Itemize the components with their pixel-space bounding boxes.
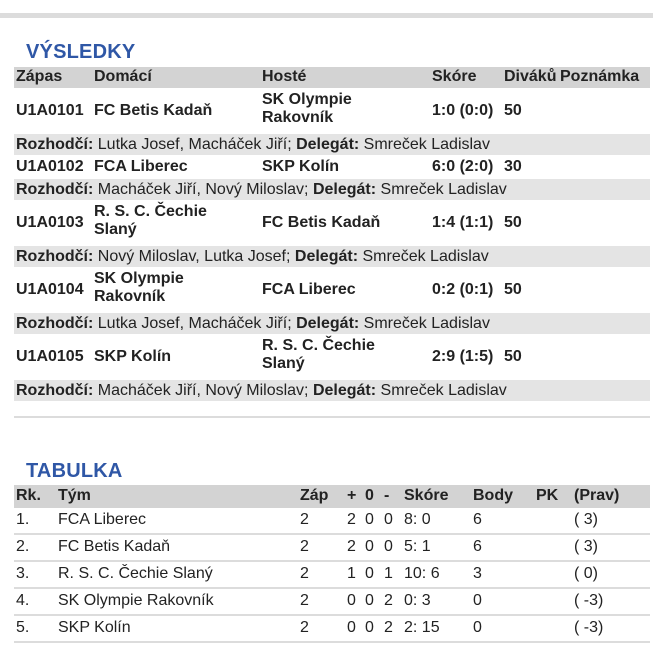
match-spectators: 50	[504, 102, 522, 119]
losses: 1	[384, 565, 393, 582]
match-score: 2:9 (1:5)	[432, 348, 494, 365]
standings-header-row	[14, 485, 650, 508]
standings-title: TABULKA	[26, 460, 123, 482]
played: 2	[300, 538, 309, 555]
goals: 5: 1	[404, 538, 431, 555]
officials-row: Rozhodčí: Nový Miloslav, Lutka Josef; Delegát: Smreček Ladislav	[14, 246, 650, 267]
wins: 0	[347, 619, 356, 636]
losses: 0	[384, 538, 393, 555]
draws: 0	[365, 619, 374, 636]
officials-row: Rozhodčí: Lutka Josef, Macháček Jiří; Delegát: Smreček Ladislav	[14, 134, 650, 155]
team-name[interactable]: R. S. C. Čechie Slaný	[58, 565, 213, 582]
col-skore: Skóre	[404, 487, 449, 504]
table-row	[14, 508, 650, 535]
match-row	[14, 88, 650, 134]
match-spectators: 50	[504, 348, 522, 365]
prav: ( -3)	[574, 619, 604, 636]
col-tym: Tým	[58, 487, 91, 504]
draws: 0	[365, 592, 374, 609]
results-title: VÝSLEDKY	[26, 41, 136, 63]
losses: 0	[384, 511, 393, 528]
match-score: 1:0 (0:0)	[432, 102, 494, 119]
match-score: 6:0 (2:0)	[432, 158, 494, 175]
points: 0	[473, 592, 482, 609]
played: 2	[300, 565, 309, 582]
match-row	[14, 267, 650, 313]
rank: 2.	[16, 538, 30, 555]
top-bar	[0, 0, 653, 13]
played: 2	[300, 592, 309, 609]
col-domaci: Domácí	[94, 68, 152, 85]
results-header-row	[14, 67, 650, 88]
prav: ( 3)	[574, 511, 598, 528]
draws: 0	[365, 565, 374, 582]
played: 2	[300, 511, 309, 528]
goals: 2: 15	[404, 619, 440, 636]
match-spectators: 50	[504, 214, 522, 231]
wins: 2	[347, 511, 356, 528]
match-score: 1:4 (1:1)	[432, 214, 494, 231]
match-row	[14, 200, 650, 246]
points: 6	[473, 511, 482, 528]
match-spectators: 50	[504, 281, 522, 298]
rank: 3.	[16, 565, 30, 582]
rank: 1.	[16, 511, 30, 528]
wins: 0	[347, 592, 356, 609]
home-team: SK Olympie Rakovník	[94, 270, 184, 305]
home-team: FC Betis Kadaň	[94, 102, 213, 119]
draws: 0	[365, 538, 374, 555]
col-zap: Záp	[300, 487, 329, 504]
team-name[interactable]: SKP Kolín	[58, 619, 131, 636]
points: 3	[473, 565, 482, 582]
played: 2	[300, 619, 309, 636]
rank: 4.	[16, 592, 30, 609]
team-name[interactable]: FC Betis Kadaň	[58, 538, 171, 555]
home-team: FCA Liberec	[94, 158, 188, 175]
col-minus: -	[384, 487, 390, 504]
table-row	[14, 616, 650, 643]
away-team: FCA Liberec	[262, 281, 356, 298]
match-id[interactable]: U1A0102	[16, 158, 84, 175]
col-body: Body	[473, 487, 513, 504]
col-hoste: Hosté	[262, 68, 307, 85]
home-team: SKP Kolín	[94, 348, 172, 365]
match-id[interactable]: U1A0105	[16, 348, 84, 365]
col-pk: PK	[536, 487, 559, 504]
match-row	[14, 155, 650, 179]
team-name[interactable]: SK Olympie Rakovník	[58, 592, 214, 609]
match-score: 0:2 (0:1)	[432, 281, 494, 298]
losses: 2	[384, 592, 393, 609]
goals: 8: 0	[404, 511, 431, 528]
goals: 0: 3	[404, 592, 431, 609]
draws: 0	[365, 511, 374, 528]
col-skore: Skóre	[432, 68, 477, 85]
col-plus: +	[347, 487, 357, 504]
goals: 10: 6	[404, 565, 440, 582]
prav: ( 3)	[574, 538, 598, 555]
rank: 5.	[16, 619, 30, 636]
col-prav: (Prav)	[574, 487, 620, 504]
col-poznamka: Poznámka	[560, 68, 640, 85]
table-row	[14, 589, 650, 616]
prav: ( 0)	[574, 565, 598, 582]
match-spectators: 30	[504, 158, 522, 175]
match-id[interactable]: U1A0103	[16, 214, 84, 231]
col-rk: Rk.	[16, 487, 41, 504]
officials-row: Rozhodčí: Lutka Josef, Macháček Jiří; Delegát: Smreček Ladislav	[14, 313, 650, 334]
away-team: FC Betis Kadaň	[262, 214, 381, 231]
top-divider	[0, 13, 653, 18]
team-name[interactable]: FCA Liberec	[58, 511, 147, 528]
away-team: SK Olympie Rakovník	[262, 91, 352, 126]
col-divaku: Diváků	[504, 68, 557, 85]
match-id[interactable]: U1A0101	[16, 102, 84, 119]
wins: 1	[347, 565, 356, 582]
points: 6	[473, 538, 482, 555]
officials-row: Rozhodčí: Macháček Jiří, Nový Miloslav; Delegát: Smreček Ladislav	[14, 179, 650, 200]
prav: ( -3)	[574, 592, 604, 609]
wins: 2	[347, 538, 356, 555]
standings-table	[14, 485, 650, 643]
officials-row: Rozhodčí: Macháček Jiří, Nový Miloslav; Delegát: Smreček Ladislav	[14, 380, 650, 401]
losses: 2	[384, 619, 393, 636]
home-team: R. S. C. Čechie Slaný	[94, 203, 207, 238]
col-zero: 0	[365, 487, 374, 504]
table-row	[14, 562, 650, 589]
col-zapas: Zápas	[16, 68, 63, 85]
table-row	[14, 535, 650, 562]
away-team: SKP Kolín	[262, 158, 340, 175]
away-team: R. S. C. Čechie Slaný	[262, 337, 375, 372]
results-table	[14, 67, 650, 401]
match-id[interactable]: U1A0104	[16, 281, 84, 298]
points: 0	[473, 619, 482, 636]
results-bottom-divider	[14, 416, 650, 418]
match-row	[14, 334, 650, 380]
